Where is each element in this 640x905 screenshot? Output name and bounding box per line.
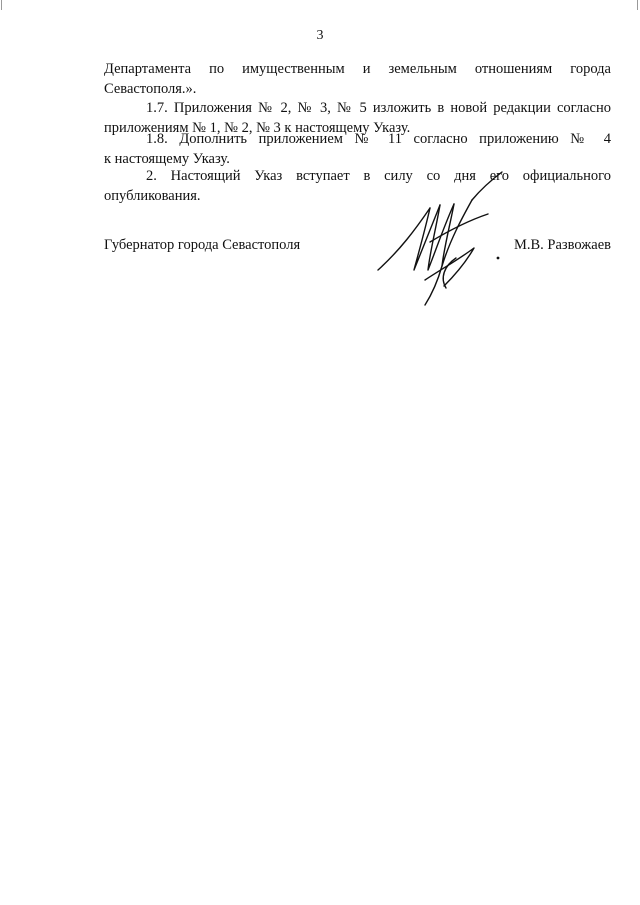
scan-edge-mark-left xyxy=(1,0,2,10)
paragraph-line: к настоящему Указу. xyxy=(104,151,230,167)
paragraph-line: 2. Настоящий Указ вступает в силу со дня его официального xyxy=(146,168,611,184)
scan-edge-mark-right xyxy=(637,0,638,10)
paragraph-line: 1.7. Приложения № 2, № 3, № 5 изложить в новой редакции согласно xyxy=(146,100,611,116)
signatory-position: Губернатор города Севастополя xyxy=(104,237,301,253)
page-number: 3 xyxy=(316,28,324,43)
paragraph-2 xyxy=(104,166,611,206)
signatory-name: М.В. Развожаев xyxy=(513,237,611,253)
paragraph-line: Департамента по имущественным и земельным отношениям города xyxy=(104,61,611,77)
paragraph-department xyxy=(104,59,611,99)
paragraph-line: приложениям № 1, № 2, № 3 к настоящему Указу. xyxy=(104,120,411,136)
paragraph-line: Севастополя.». xyxy=(104,81,197,97)
paragraph-line: опубликования. xyxy=(104,188,201,204)
paragraph-1-8 xyxy=(104,129,611,169)
handwritten-signature xyxy=(370,170,520,310)
paragraph-line: 1.8. Дополнить приложением № 11 согласно приложению № 4 xyxy=(146,131,611,147)
